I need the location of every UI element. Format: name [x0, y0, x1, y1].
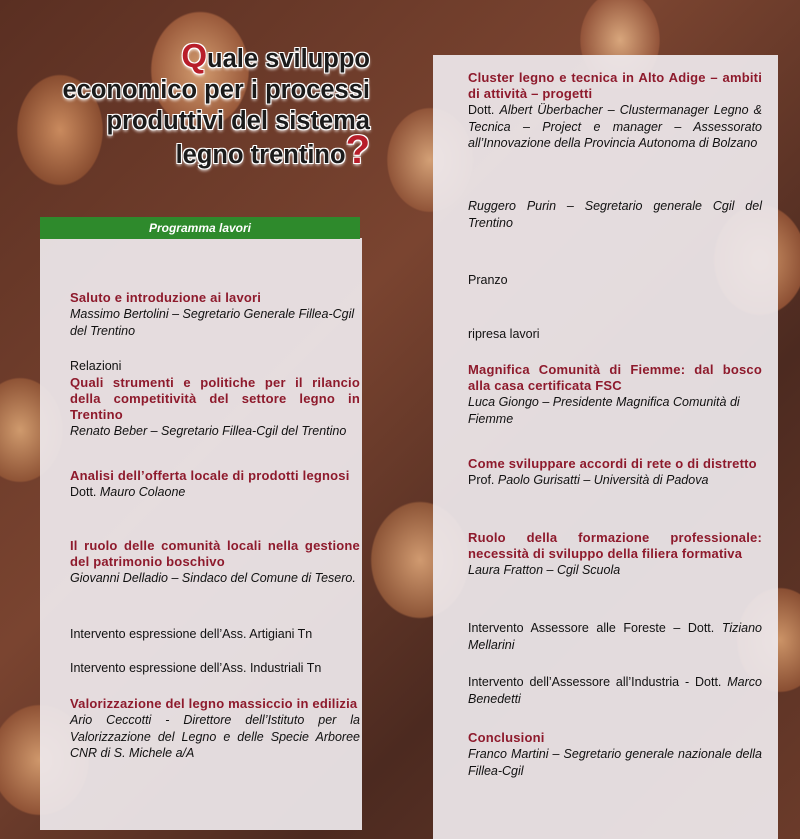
agenda-item-relazioni: Relazioni Quali strumenti e politiche per il rilancio della competitività del settore legno in Trentino Renato Beber – Segretario Fillea-Cgil del Trentino [70, 359, 360, 438]
agenda-item-comunita: Il ruolo delle comunità locali nella gestione del patrimonio boschivo Giovanni Delladio – Sindaco del Comune di Tesero. [70, 538, 360, 585]
agenda-item-welcome: Saluto e introduzione ai lavori Massimo Bertolini – Segretario Generale Fillea-Cgil del Trentino [70, 290, 355, 338]
title-question-mark: ? [345, 128, 370, 172]
agenda-item-fiemme: Magnifica Comunità di Fiemme: dal bosco alla casa certificata FSC Luca Giongo – Presidente Magnifica Comunità di Fiemme [468, 362, 762, 426]
right-panel [433, 55, 778, 839]
agenda-item-analisi: Analisi dell’offerta locale di prodotti legnosi Dott. Mauro Colaone [70, 468, 350, 499]
agenda-item-pranzo: Pranzo [468, 273, 508, 287]
agenda-item-industriali: Intervento espressione dell’Ass. Industriali Tn [70, 661, 322, 675]
agenda-item-cluster: Cluster legno e tecnica in Alto Adige – ambiti di attività – progetti Dott. Albert Überbacher – Clustermanager Legno & Tecnica – Project e manager – Assessorato all’Innovazione della Provincia Autonoma di Bolzano [468, 70, 763, 150]
agenda-item-conclusioni: Conclusioni Franco Martini – Segretario generale nazionale della Fillea-Cgil [468, 730, 762, 778]
agenda-item-formazione: Ruolo della formazione professionale: necessità di sviluppo della filiera formativa Laura Fratton – Cgil Scuola [468, 530, 762, 577]
title-initial: Q [181, 37, 208, 74]
agenda-item-foreste: Intervento Assessore alle Foreste – Dott. Tiziano Mellarini [468, 621, 762, 652]
program-header-bar: Programma lavori [40, 217, 360, 239]
page-title: Quale sviluppo economico per i processi produttivi del sistema legno trentino? [62, 37, 370, 172]
agenda-item-purin: Ruggero Purin – Segretario generale Cgil del Trentino [468, 199, 762, 230]
agenda-item-artigiani: Intervento espressione dell’Ass. Artigiani Tn [70, 627, 313, 641]
agenda-item-valorizzazione: Valorizzazione del legno massiccio in edilizia Ario Ceccotti - Direttore dell’Istituto per la Valorizzazione del Legno e delle Specie Arboree CNR di S. Michele a/A [70, 696, 360, 760]
agenda-item-rete: Come sviluppare accordi di rete o di distretto Prof. Paolo Gurisatti – Università di Padova [468, 456, 757, 487]
agenda-item-ripresa: ripresa lavori [468, 327, 540, 341]
agenda-item-industria: Intervento dell’Assessore all’Industria - Dott. Marco Benedetti [468, 675, 762, 706]
